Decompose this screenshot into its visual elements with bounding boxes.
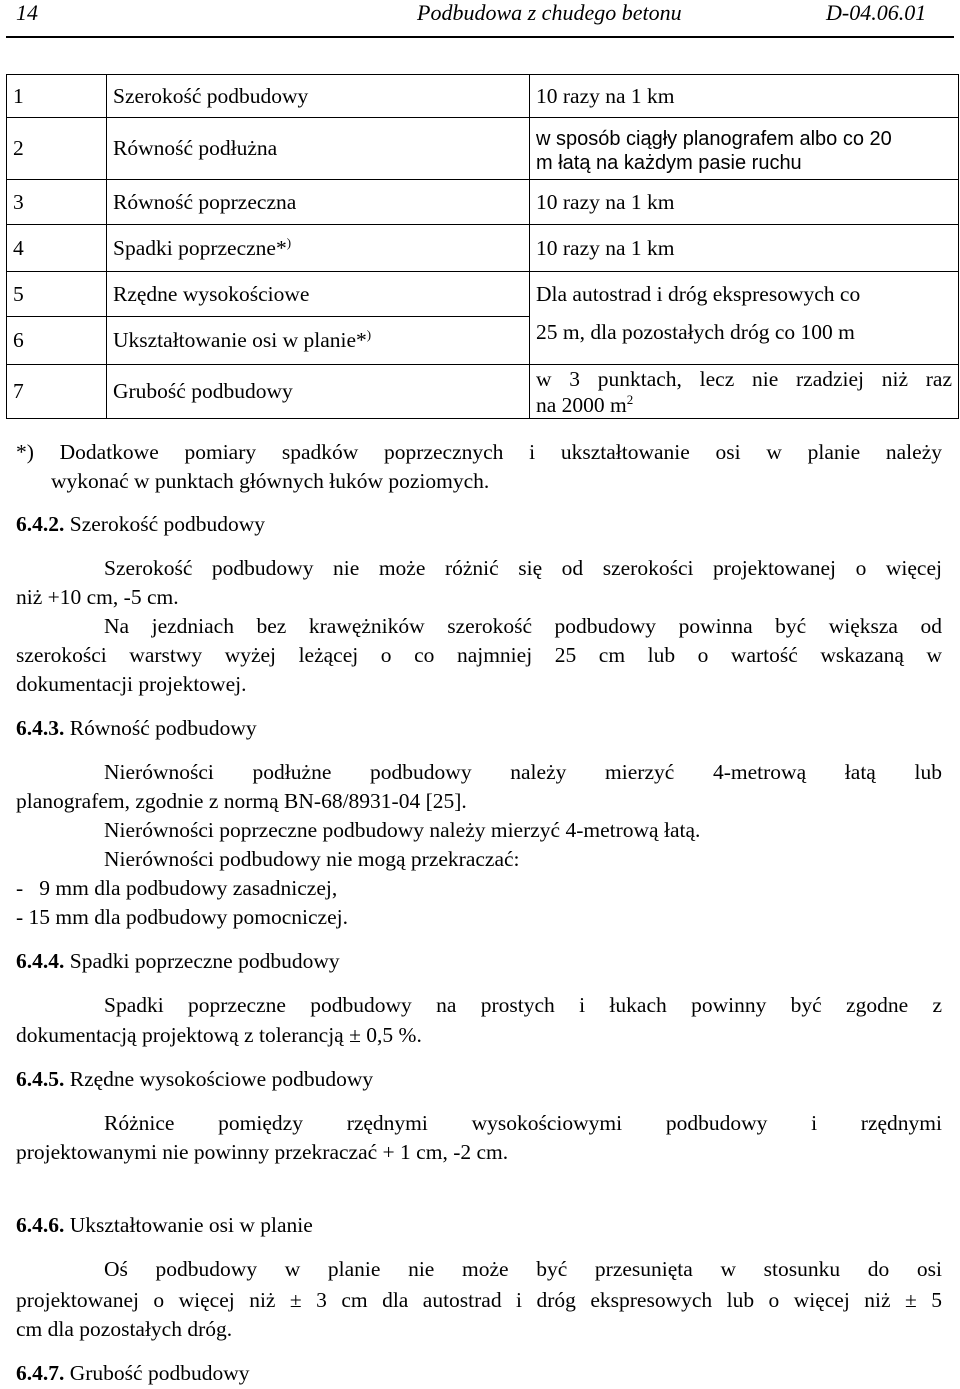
header-rule — [6, 36, 954, 38]
section-number: 6.4.4. — [16, 949, 65, 973]
row-name: Szerokość podbudowy — [107, 75, 530, 118]
section-number: 6.4.3. — [16, 716, 65, 740]
paragraph-line: Różnice pomiędzy rzędnymi wysokościowymi podbudowy i rzędnymi — [104, 1111, 942, 1135]
row-number: 3 — [7, 180, 107, 225]
row-value-line: w 3 punktach, lecz nie rzadziej niż raz — [536, 366, 952, 391]
row-name — [107, 225, 530, 272]
table-row — [7, 272, 959, 317]
section-title: Równość podbudowy — [69, 716, 257, 740]
paragraph-line: niż +10 cm, -5 cm. — [16, 585, 179, 609]
section-heading — [16, 714, 257, 743]
row-number: 2 — [7, 118, 107, 180]
paragraph-line: szerokości warstwy wyżej leżącej o co najmniej 25 cm lub o wartość wskazaną w — [16, 643, 942, 667]
paragraph-line: Nierówności podbudowy nie mogą przekraczać: — [104, 847, 520, 871]
section-title: Szerokość podbudowy — [69, 512, 266, 536]
section-title: Grubość podbudowy — [69, 1361, 250, 1385]
row-value: 10 razy na 1 km — [530, 75, 959, 118]
row-name: Rzędne wysokościowe — [107, 272, 530, 317]
page-header — [0, 0, 960, 40]
table-row — [7, 317, 959, 365]
section-title: Rzędne wysokościowe podbudowy — [69, 1067, 374, 1091]
row-number: 5 — [7, 272, 107, 317]
paragraph-line: Spadki poprzeczne podbudowy na prostych i łukach powinny być zgodne z — [104, 993, 942, 1017]
page-number: 14 — [16, 0, 38, 25]
row-value-text: na 2000 m — [536, 392, 627, 417]
document-code: D-04.06.01 — [826, 0, 927, 25]
section-number: 6.4.2. — [16, 512, 65, 536]
section-heading — [16, 1359, 250, 1388]
row-name-text: Ukształtowanie osi w planie* — [113, 328, 367, 352]
superscript: 2 — [626, 391, 634, 407]
row-name: Grubość podbudowy — [107, 365, 530, 419]
row-value-line: m łatą na każdym pasie ruchu — [536, 151, 802, 174]
section-title: Ukształtowanie osi w planie — [69, 1213, 313, 1237]
row-value — [530, 365, 959, 419]
row-value: Dla autostrad i dróg ekspresowych co — [530, 272, 959, 317]
footnote-mark: ) — [286, 234, 292, 250]
row-value — [530, 118, 959, 180]
section-number: 6.4.6. — [16, 1213, 65, 1237]
paragraph-line: dokumentacji projektowej. — [16, 672, 247, 696]
row-value-line — [536, 392, 952, 418]
measurement-frequency-table — [6, 74, 959, 419]
paragraph-line: dokumentacją projektową z tolerancją ± 0,5 %. — [16, 1023, 422, 1047]
row-number: 4 — [7, 225, 107, 272]
paragraph-line: Na jezdniach bez krawężników szerokość podbudowy powinna być większa od — [104, 614, 942, 638]
section-title: Spadki poprzeczne podbudowy — [69, 949, 340, 973]
row-value: 10 razy na 1 km — [530, 180, 959, 225]
row-name — [107, 317, 530, 365]
table-row — [7, 365, 959, 419]
list-item: - 15 mm dla podbudowy pomocniczej. — [16, 905, 348, 929]
row-name: Równość poprzeczna — [107, 180, 530, 225]
paragraph-line: Szerokość podbudowy nie może różnić się od szerokości projektowanej o więcej — [104, 556, 942, 580]
table-row — [7, 180, 959, 225]
row-name: Równość podłużna — [107, 118, 530, 180]
section-number: 6.4.5. — [16, 1067, 65, 1091]
list-item: - 9 mm dla podbudowy zasadniczej, — [16, 876, 338, 900]
paragraph-line: Oś podbudowy w planie nie może być przesunięta w stosunku do osi — [104, 1257, 942, 1281]
table-row — [7, 225, 959, 272]
section-heading — [16, 947, 340, 976]
section-heading — [16, 1065, 373, 1094]
row-value: 25 m, dla pozostałych dróg co 100 m — [530, 317, 959, 365]
footnote-line: wykonać w punktach głównych łuków poziomych. — [51, 469, 490, 493]
row-value: 10 razy na 1 km — [530, 225, 959, 272]
row-value-line: w sposób ciągły planografem albo co 20 — [536, 127, 892, 150]
paragraph-line: Nierówności poprzeczne podbudowy należy mierzyć 4-metrową łatą. — [104, 818, 701, 842]
section-heading — [16, 510, 265, 539]
row-number: 1 — [7, 75, 107, 118]
paragraph-line: projektowanej o więcej niż ± 3 cm dla autostrad i dróg ekspresowych lub o więcej niż ± 5 — [16, 1288, 942, 1312]
paragraph-line: planografem, zgodnie z normą BN-68/8931-04 [25]. — [16, 789, 467, 813]
table-row — [7, 75, 959, 118]
document-title: Podbudowa z chudego betonu — [417, 0, 682, 25]
row-number: 7 — [7, 365, 107, 419]
paragraph-line: projektowanymi nie powinny przekraczać + 1 cm, -2 cm. — [16, 1140, 509, 1164]
table-row — [7, 118, 959, 180]
row-number: 6 — [7, 317, 107, 365]
row-name-text: Spadki poprzeczne* — [113, 235, 287, 260]
footnote-mark: ) — [366, 327, 372, 342]
paragraph-line: Nierówności podłużne podbudowy należy mierzyć 4-metrową łatą lub — [104, 760, 942, 784]
footnote-line: *) Dodatkowe pomiary spadków poprzecznych i ukształtowanie osi w planie należy — [16, 440, 942, 464]
section-heading — [16, 1211, 313, 1240]
section-number: 6.4.7. — [16, 1361, 65, 1385]
paragraph-line: cm dla pozostałych dróg. — [16, 1317, 233, 1341]
